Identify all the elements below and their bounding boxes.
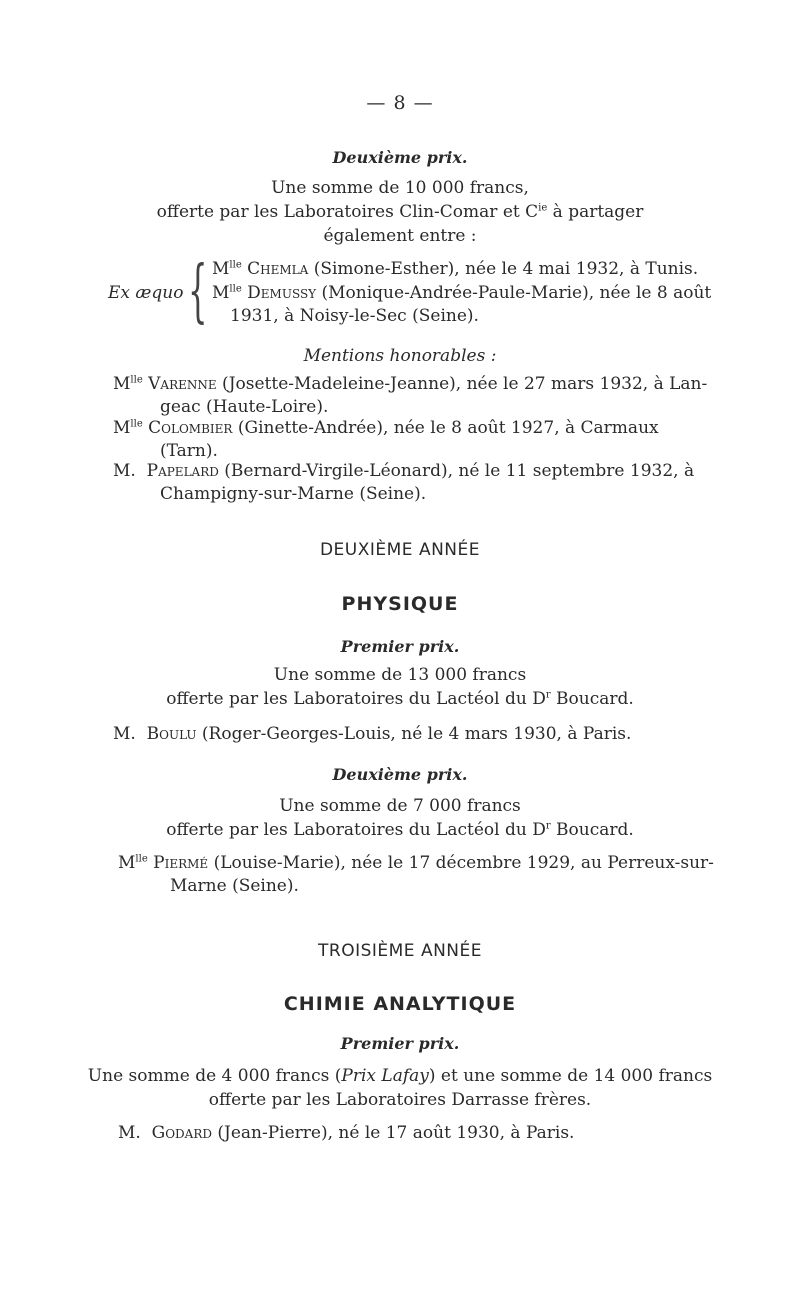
prize-donor-line: offerte par les Laboratoires Darrasse frères. [208,1090,592,1110]
page-number: — 8 — [366,92,434,114]
prize-heading: Premier prix. [340,1034,460,1053]
prize-amount-line: Une somme de 4 000 francs (Prix Lafay) et une somme de 14 000 francs [87,1066,713,1086]
subject-heading: CHIMIE ANALYTIQUE [283,993,517,1015]
subject-heading: PHYSIQUE [341,593,459,615]
mention-entry: M. Papelard (Bernard-Virgile-Léonard), né le 11 septembre 1932, à [113,461,695,481]
prize-heading: Deuxième prix. [332,148,468,167]
year-heading: DEUXIÈME ANNÉE [319,540,481,560]
mention-entry-continuation: Champigny-sur-Marne (Seine). [160,484,427,504]
mention-entry: $M^{lle}$ Varenne (Josette-Madeleine-Jeanne), née le 27 mars 1932, à Lan- [113,374,708,394]
prize-amount-line: Une somme de 13 000 francs [273,665,527,685]
winner-entry-continuation: 1931, à Noisy-le-Sec (Seine). [230,306,479,326]
mention-entry-continuation: (Tarn). [160,441,218,461]
prize-sharing-line: également entre : [323,226,477,246]
winner-entry: $M^{lle}$ Chemla (Simone-Esther), née le 4 mai 1932, à Tunis. [212,259,699,279]
prize-donor-line: offerte par les Laboratoires Clin-Comar et $C^{ie}$ à partager [156,202,644,222]
mentions-heading: Mentions honorables : [303,346,497,366]
mention-entry: $M^{lle}$ Colombier (Ginette-Andrée), née le 8 août 1927, à Carmaux [113,418,659,438]
prize-donor-line: offerte par les Laboratoires du Lactéol du $D^r$ Boucard. [166,820,634,840]
prize-donor-line: offerte par les Laboratoires du Lactéol du $D^r$ Boucard. [166,689,634,709]
winner-entry: $M^{lle}$ Demussy (Monique-Andrée-Paule-Marie), née le 8 août [212,283,712,303]
winner-entry-continuation: Marne (Seine). [170,876,299,896]
year-heading: TROISIÈME ANNÉE [318,941,482,961]
brace-glyph: { [188,252,208,331]
prize-amount-line: Une somme de 7 000 francs [279,796,521,816]
winner-entry: $M^{lle}$ Piermé (Louise-Marie), née le 17 décembre 1929, au Perreux-sur- [118,853,714,873]
winner-entry: M. Godard (Jean-Pierre), né le 17 août 1930, à Paris. [118,1123,575,1143]
prize-amount-line: Une somme de 10 000 francs, [271,178,529,198]
ex-aequo-label: Ex æquo [108,283,184,303]
prize-heading: Deuxième prix. [332,765,468,784]
prize-heading: Premier prix. [340,637,460,656]
mention-entry-continuation: geac (Haute-Loire). [160,397,329,417]
winner-entry: M. Boulu (Roger-Georges-Louis, né le 4 mars 1930, à Paris. [113,724,632,744]
